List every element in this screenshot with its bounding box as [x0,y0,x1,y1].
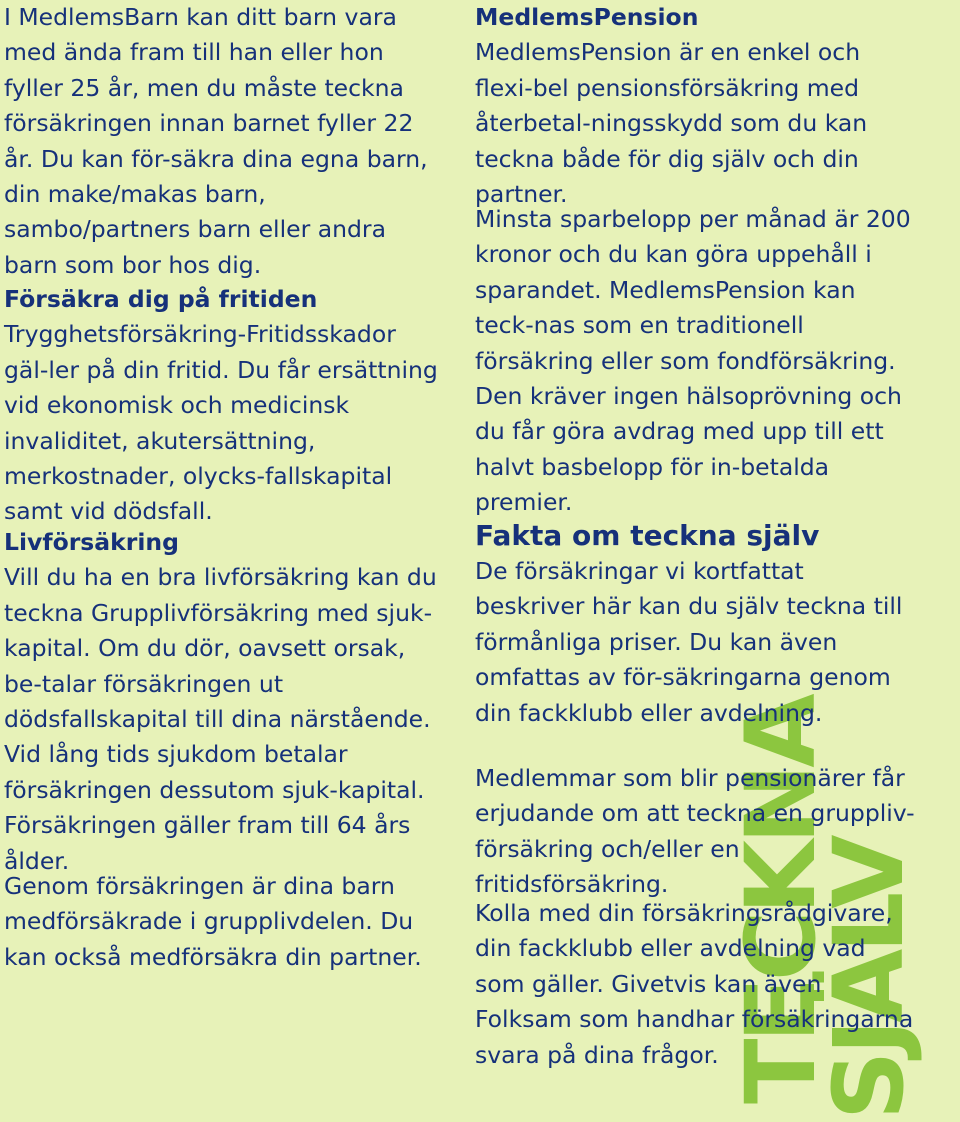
section-body-medlemspension: MedlemsPension är en enkel och flexi-bel pensionsförsäkring med återbetal-ningsskydd som du kan teckna både för dig själv och din partner. [475,38,868,209]
section-heading-medlemspension: MedlemsPension [475,3,699,31]
section-heading-fritid: Försäkra dig på fritiden [4,285,318,313]
section-heading-livforsakring: Livförsäkring [4,528,179,556]
closing-paragraph: Genom försäkringen är dina barn medförsäkrade i grupplivdelen. Du kan också medförsäkra din partner. [4,872,422,971]
watermark-word-sjalv: SJÄLV [813,838,925,1120]
intro-paragraph: I MedlemsBarn kan ditt barn vara med ända fram till han eller hon fyller 25 år, men du måste teckna försäkringen innan barnet fyller 22 år. Du kan för-säkra dina egna barn, din make/makas barn, sambo/partners barn eller andra barn som bor hos dig. [4,3,428,279]
watermark-word-teckna: TECKNA [725,697,837,1104]
advisor-paragraph: Kolla med din försäkringsrådgivare, din fackklubb eller avdelning vad som gäller. Givetvis kan även Folksam som handhar försäkringarna svara på dina frågor. [475,899,914,1069]
section-heading-fakta: Fakta om teckna själv [475,519,820,552]
section-body-fakta: De försäkringar vi kortfattat beskriver här kan du själv teckna till förmånliga priser. Du kan även omfattas av för-säkringarna genom din fackklubb eller avdelning. [475,557,903,727]
section-body-livforsakring: Vill du ha en bra livförsäkring kan du teckna Grupplivförsäkring med sjuk-kapital. Om du dör, oavsett orsak, be-talar försäkringen ut dödsfallskapital till dina närstående. Vid lång tids sjukdom betalar försäkringen dessutom sjuk-kapital. Försäkringen gäller fram till 64 års ålder. [4,563,437,875]
section-fakta [475,518,915,731]
section-body-fritid: Trygghetsförsäkring-Fritidsskador gäl-ler på din fritid. Du får ersättning vid ekonomisk och medicinsk invaliditet, akutersättning, merkostnader, olycks-fallskapital samt vid dödsfall. [4,320,438,526]
pensioners-paragraph: Medlemmar som blir pensionärer får erjudande om att teckna en gruppliv-försäkring och/eller en fritidsförsäkring. [475,764,915,899]
section-medlemspension [475,0,915,212]
section-fritid [4,282,444,530]
section-livforsakring [4,525,444,879]
pension-detail-paragraph: Minsta sparbelopp per månad är 200 kronor och du kan göra uppehåll i sparandet. MedlemsPension kan teck-nas som en traditionell försäkring eller som fondförsäkring. Den kräver ingen hälsoprövning och du får göra avdrag med upp till ett halvt basbelopp för in-betalda premier. [475,205,911,517]
